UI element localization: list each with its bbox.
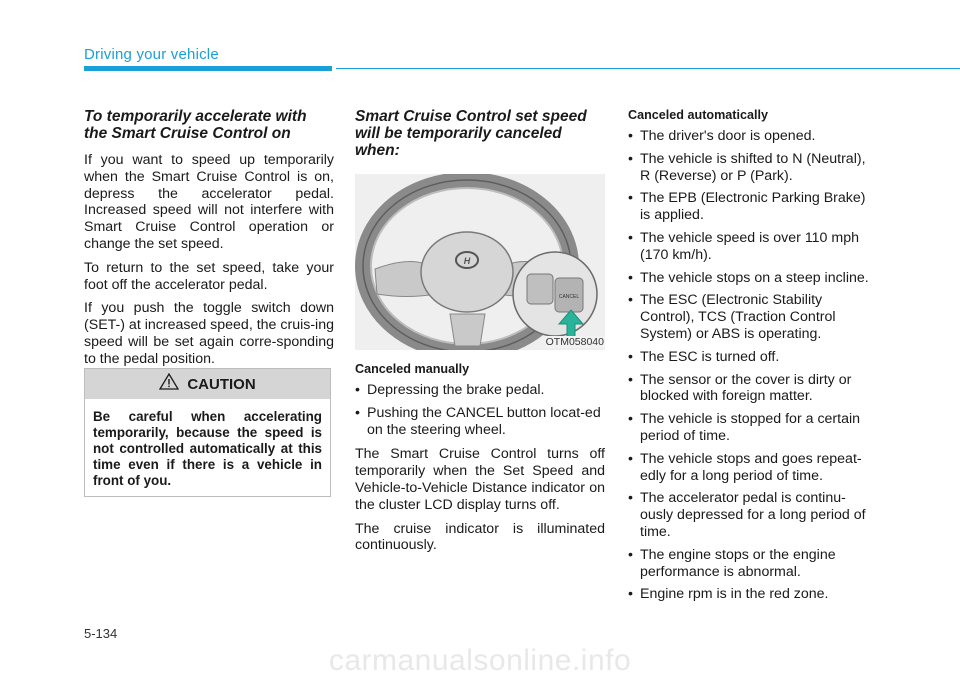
list-item: • The ESC is turned off.	[628, 349, 878, 366]
list-item: • The vehicle speed is over 110 mph (170 km/h).	[628, 230, 878, 264]
list-item: • The driver's door is opened.	[628, 128, 878, 145]
heading-canceled-automatically: Canceled automatically	[628, 108, 768, 122]
heading-canceled-manually: Canceled manually	[355, 362, 470, 376]
caution-header	[85, 369, 330, 399]
paragraph: The Smart Cruise Control turns off temporarily when the Set Speed and Vehicle-to-Vehicle Distance indicator on the cluster LCD display turns off.	[355, 446, 605, 513]
header-rule-thick	[84, 66, 332, 71]
paragraph: The cruise indicator is illuminated continuously.	[355, 520, 605, 554]
column-2	[355, 108, 605, 169]
page-number: 5-134	[84, 626, 118, 641]
paragraph: If you push the toggle switch down (SET-) at increased speed, the cruis-ing speed will be set again corre-sponding to the pedal position.	[84, 300, 334, 367]
list-item: • Depressing the brake pedal.	[355, 382, 605, 399]
list-item: • Pushing the CANCEL button locat-ed on the steering wheel.	[355, 405, 605, 439]
list-item: • The vehicle stops and goes repeat-edly for a long period of time.	[628, 451, 878, 485]
figure-code: OTM058040	[545, 336, 604, 348]
list-item: • The vehicle stops on a steep incline.	[628, 270, 878, 287]
column-1	[84, 108, 334, 375]
column-3	[628, 108, 878, 611]
caution-title: CAUTION	[187, 375, 256, 393]
paragraph: To return to the set speed, take your foot off the accelerator pedal.	[84, 259, 334, 293]
caution-box	[84, 368, 331, 497]
steering-wheel-illustration	[355, 174, 605, 350]
list-item: • The ESC (Electronic Stability Control), TCS (Traction Control System) or ABS is operating.	[628, 292, 878, 342]
svg-text:H: H	[463, 256, 471, 266]
manual-cancel-list	[355, 382, 605, 438]
list-item: • The EPB (Electronic Parking Brake) is applied.	[628, 190, 878, 224]
heading-set-speed-canceled: Smart Cruise Control set speed will be temporarily canceled when:	[355, 108, 587, 159]
paragraph: If you want to speed up temporarily when the Smart Cruise Control is on, depress the accelerator pedal. Increased speed will not interfere with Smart Cruise Control operation or change the set speed.	[84, 152, 334, 252]
caution-text: Be careful when accelerating temporarily, because the speed is not controlled automatically at this time even if there is a vehicle in front of you.	[93, 409, 322, 488]
list-item: • The vehicle is stopped for a certain period of time.	[628, 411, 878, 445]
header-rule-thin	[336, 68, 960, 69]
steering-wheel-figure	[355, 174, 605, 350]
column-2-text	[355, 362, 605, 561]
figure-cancel-label: CANCEL	[558, 294, 580, 300]
list-item: • The engine stops or the engine performance is abnormal.	[628, 547, 878, 581]
auto-cancel-list	[628, 128, 878, 603]
list-item: • Engine rpm is in the red zone.	[628, 586, 878, 603]
warning-triangle-icon	[159, 373, 179, 395]
watermark-link[interactable]: carmanualsonline.info	[328, 644, 632, 677]
list-item: • The sensor or the cover is dirty or blocked with foreign matter.	[628, 372, 878, 406]
section-title: Driving your vehicle	[84, 46, 219, 63]
list-item: • The vehicle is shifted to N (Neutral), R (Reverse) or P (Park).	[628, 151, 878, 185]
list-item: • The accelerator pedal is continu-ously depressed for a long period of time.	[628, 490, 878, 540]
heading-accelerate: To temporarily accelerate with the Smart Cruise Control on	[84, 108, 307, 142]
